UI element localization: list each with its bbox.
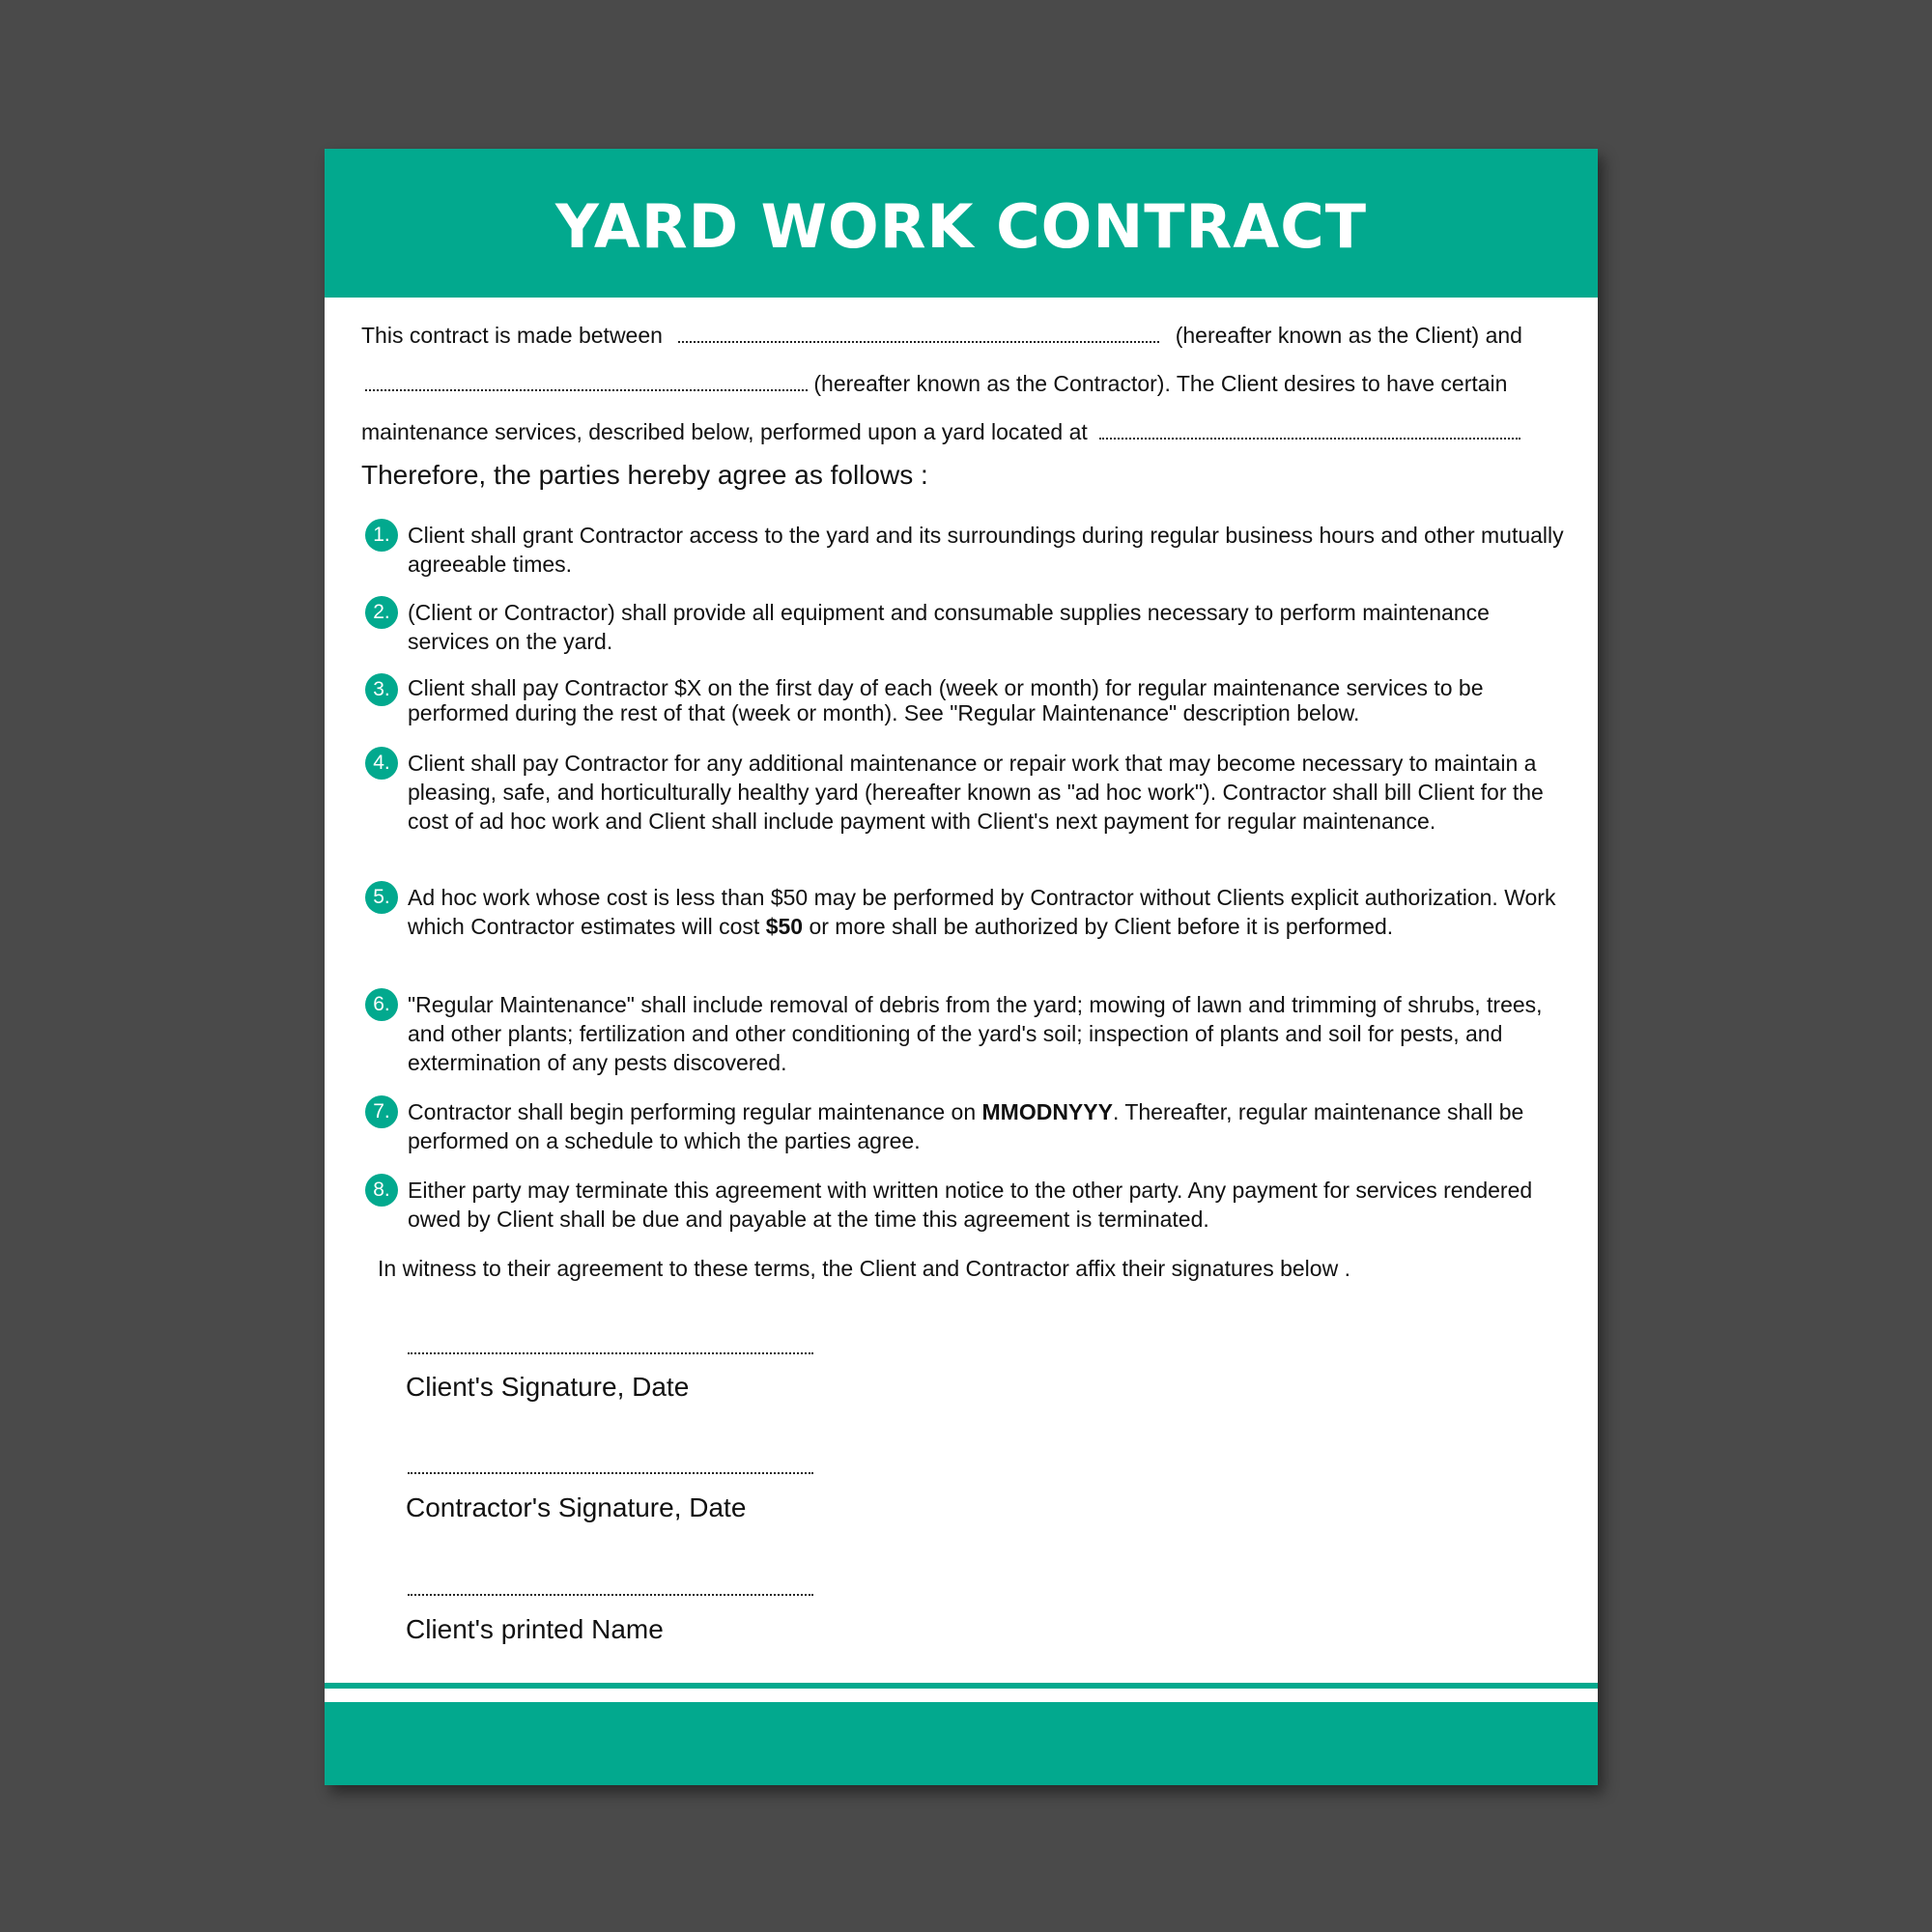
witness-statement: In witness to their agreement to these terms, the Client and Contractor affix their signatures below .	[378, 1256, 1350, 1281]
intro-line-2	[365, 371, 1507, 397]
clause-number-badge: 7.	[365, 1095, 398, 1128]
header-band	[325, 149, 1598, 298]
clause-number-badge: 8.	[365, 1174, 398, 1207]
clause-text: "Regular Maintenance" shall include removal of debris from the yard; mowing of lawn and trimming of shrubs, trees, and other plants; fertilization and other conditioning of the yard's soil; inspection of plants and soil for pests, and extermination of any pests discovered.	[408, 992, 1543, 1075]
therefore-heading: Therefore, the parties hereby agree as follows :	[361, 460, 928, 490]
clause-text: Client shall grant Contractor access to the yard and its surroundings during regular business hours and other mutually agreeable times.	[408, 523, 1564, 577]
client-name-blank[interactable]	[678, 340, 1159, 343]
intro-line1-start: This contract is made between	[361, 323, 663, 348]
clause-number-badge: 1.	[365, 519, 398, 552]
intro-line3-start: maintenance services, described below, performed upon a yard located at	[361, 419, 1088, 444]
footer-stripe	[325, 1683, 1598, 1689]
client-signature-label: Client's Signature, Date	[406, 1372, 690, 1402]
amount-threshold: $50	[765, 914, 804, 939]
contractor-name-blank[interactable]	[365, 388, 808, 391]
clause-text: Contractor shall begin performing regular maintenance on MMODNYYY. Thereafter, regular maintenance shall be performed on a schedule to which the parties agree.	[408, 1099, 1524, 1153]
clause-number-badge: 4.	[365, 747, 398, 780]
clause-text: Client shall pay Contractor for any additional maintenance or repair work that may become necessary to maintain a pleasing, safe, and horticulturally healthy yard (hereafter known as "ad hoc work"). Contractor shall bill Client for the cost of ad hoc work and Client shall include payment with Client's next payment for regular maintenance.	[408, 751, 1544, 834]
intro-line2-end: (hereafter known as the Contractor). The Client desires to have certain	[813, 371, 1508, 396]
contractor-signature-line[interactable]	[408, 1472, 813, 1474]
page-title: YARD WORK CONTRACT	[554, 190, 1368, 262]
footer-band	[325, 1702, 1598, 1785]
clause-text: (Client or Contractor) shall provide all equipment and consumable supplies necessary to perform maintenance services on the yard.	[408, 600, 1490, 654]
start-date-placeholder: MMODNYYY	[981, 1099, 1113, 1124]
clause-text: Client shall pay Contractor $X on the first day of each (week or month) for regular maintenance services to be performed during the rest of that (week or month). See "Regular Maintenance" description below.	[408, 675, 1484, 725]
contract-page	[325, 149, 1598, 1785]
client-printed-name-line[interactable]	[408, 1594, 813, 1596]
intro-line1-end: (hereafter known as the Client) and	[1175, 323, 1522, 348]
clause-text: Ad hoc work whose cost is less than $50 may be performed by Contractor without Clients explicit authorization. Work which Contractor estimates will cost $50 or more shall be authorized by Client before it is performed.	[408, 885, 1556, 939]
yard-address-blank[interactable]	[1099, 437, 1520, 440]
intro-line-3	[361, 419, 1520, 445]
client-signature-line[interactable]	[408, 1352, 813, 1354]
clause-number-badge: 5.	[365, 881, 398, 914]
clause-text: Either party may terminate this agreement with written notice to the other party. Any payment for services rendered owed by Client shall be due and payable at the time this agreement is terminated.	[408, 1178, 1533, 1232]
clause-number-badge: 3.	[365, 673, 398, 706]
clause-number-badge: 6.	[365, 988, 398, 1021]
intro-line-1	[361, 323, 1522, 349]
clause-number-badge: 2.	[365, 596, 398, 629]
client-printed-name-label: Client's printed Name	[406, 1614, 664, 1644]
contractor-signature-label: Contractor's Signature, Date	[406, 1492, 747, 1522]
